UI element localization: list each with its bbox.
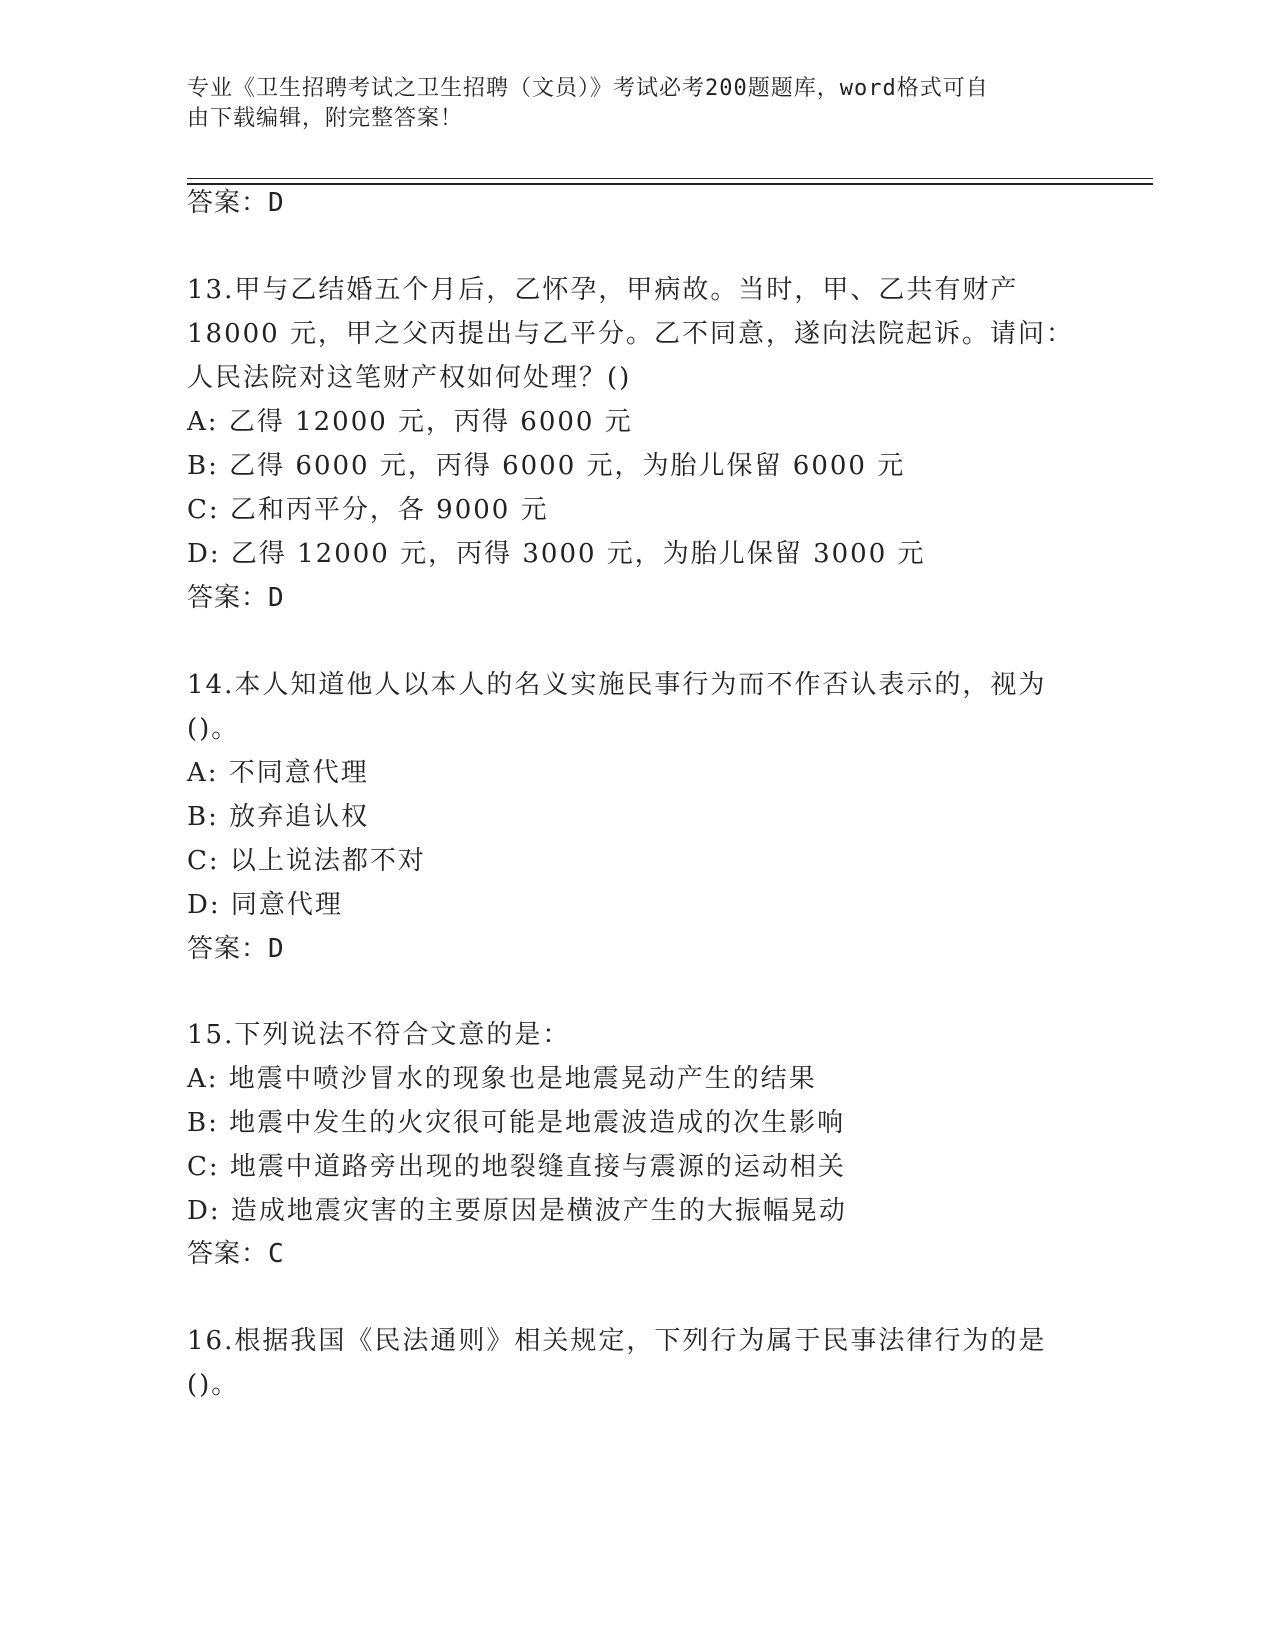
header-line-2: 由下载编辑，附完整答案！ (187, 106, 464, 131)
q16-stem-line-1: 16.根据我国《民法通则》相关规定，下列行为属于民事法律行为的是 (187, 1326, 1047, 1356)
previous-answer: 答案：D (187, 188, 285, 218)
q14-stem-line-2: ()。 (187, 714, 240, 744)
header-divider-thick (187, 183, 1153, 185)
q14-option-d: D: 同意代理 (187, 890, 343, 920)
q15-option-b: B: 地震中发生的火灾很可能是地震波造成的次生影响 (187, 1108, 846, 1138)
q15-stem-line-1: 15.下列说法不符合文意的是： (187, 1020, 571, 1050)
q14-stem-line-1: 14.本人知道他人以本人的名义实施民事行为而不作否认表示的，视为 (187, 670, 1047, 700)
q14-option-c: C: 以上说法都不对 (187, 846, 426, 876)
q13-stem-line-3: 人民法院对这笔财产权如何处理？() (187, 363, 632, 393)
q16-stem-line-2: ()。 (187, 1370, 240, 1400)
q13-stem-line-1: 13.甲与乙结婚五个月后，乙怀孕，甲病故。当时，甲、乙共有财产 (187, 275, 1019, 305)
header-divider-thin (187, 178, 1153, 179)
q14-answer: 答案：D (187, 934, 285, 964)
q13-answer: 答案：D (187, 583, 285, 613)
q13-stem-line-2: 18000 元，甲之父丙提出与乙平分。乙不同意，遂向法院起诉。请问： (187, 319, 1074, 349)
q13-option-a: A: 乙得 12000 元，丙得 6000 元 (187, 407, 633, 437)
q15-option-c: C: 地震中道路旁出现的地裂缝直接与震源的运动相关 (187, 1152, 846, 1182)
header-line-1: 专业《卫生招聘考试之卫生招聘（文员）》考试必考200题题库，word格式可自 (187, 76, 989, 101)
q15-answer: 答案：C (187, 1239, 285, 1269)
q15-option-a: A: 地震中喷沙冒水的现象也是地震晃动产生的结果 (187, 1064, 817, 1094)
q13-option-d: D: 乙得 12000 元，丙得 3000 元，为胎儿保留 3000 元 (187, 539, 926, 569)
document-header (187, 74, 1067, 134)
q14-option-b: B: 放弃追认权 (187, 802, 370, 832)
q15-option-d: D: 造成地震灾害的主要原因是横波产生的大振幅晃动 (187, 1196, 847, 1226)
q14-option-a: A: 不同意代理 (187, 758, 369, 788)
q13-option-b: B: 乙得 6000 元，丙得 6000 元，为胎儿保留 6000 元 (187, 451, 906, 481)
q13-option-c: C: 乙和丙平分，各 9000 元 (187, 495, 549, 525)
